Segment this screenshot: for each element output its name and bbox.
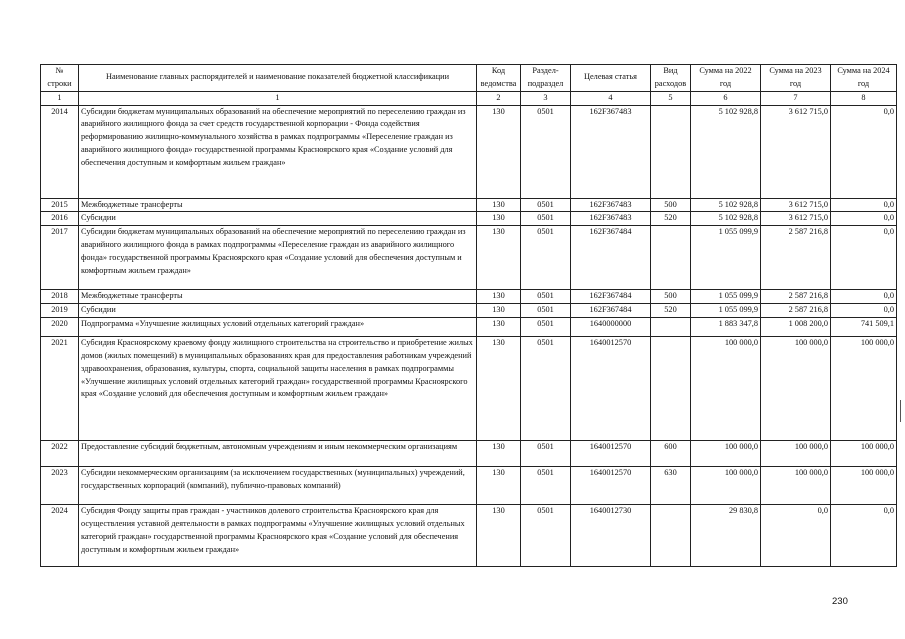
row-expense-type [651,318,691,337]
row-section: 0501 [521,290,571,304]
row-dept-code: 130 [477,505,521,567]
table-row [41,198,897,212]
row-section: 0501 [521,318,571,337]
row-sum-2024: 0,0 [831,226,897,290]
row-name: Субсидии некоммерческим организациям (за исключением государственных (муниципальных) учреждений, государственных корпораций (компаний), публично-правовых компаний) [79,467,477,505]
table-header-row [41,65,897,92]
row-sum-2022: 100 000,0 [691,467,761,505]
row-target-article: 162F367484 [571,226,651,290]
row-name: Субсидия Фонду защиты прав граждан - участников долевого строительства Красноярского края для осуществления уставной деятельности в рамках подпрограммы «Улучшение жилищных условий отдельных категорий граждан» государственной программы Красноярского края «Создание условий для обеспечения доступным и комфортным жильем граждан» [79,505,477,567]
table-row [41,212,897,226]
row-section: 0501 [521,441,571,467]
row-section: 0501 [521,467,571,505]
row-sum-2023: 0,0 [761,505,831,567]
row-number: 2020 [41,318,79,337]
column-index-row [41,91,897,105]
page-number: 230 [832,596,848,607]
row-sum-2022: 1 055 099,9 [691,290,761,304]
budget-table [40,64,897,567]
row-target-article: 1640012570 [571,467,651,505]
row-sum-2022: 1 055 099,9 [691,226,761,290]
row-sum-2022: 1 055 099,9 [691,304,761,318]
column-index: 5 [651,91,691,105]
row-name: Субсидии бюджетам муниципальных образований на обеспечение мероприятий по переселению граждан из аварийного жилищного фонда за счет средств государственной корпорации - Фонда содействия реформированию жилищно-коммунального хозяйства в рамках подпрограммы «Переселение граждан из аварийного жилищного фонда» государственной программы Красноярского края «Создание условий для обеспечения доступным и комфортным жильем граждан» [79,105,477,198]
row-sum-2022: 29 830,8 [691,505,761,567]
header-name: Наименование главных распорядителей и наименование показателей бюджетной классификации [79,65,477,92]
row-name: Предоставление субсидий бюджетным, автономным учреждениям и иным некоммерческим организациям [79,441,477,467]
row-target-article: 1640012730 [571,505,651,567]
row-expense-type [651,505,691,567]
row-number: 2021 [41,337,79,441]
header-expense-type: Вид расходов [651,65,691,92]
row-target-article: 1640012570 [571,441,651,467]
row-expense-type [651,337,691,441]
table-row [41,105,897,198]
row-dept-code: 130 [477,198,521,212]
header-sum-2023: Сумма на 2023 год [761,65,831,92]
row-sum-2023: 100 000,0 [761,467,831,505]
row-section: 0501 [521,505,571,567]
row-section: 0501 [521,198,571,212]
row-number: 2017 [41,226,79,290]
header-sum-2024: Сумма на 2024 год [831,65,897,92]
row-section: 0501 [521,212,571,226]
row-sum-2023: 3 612 715,0 [761,105,831,198]
row-sum-2022: 100 000,0 [691,441,761,467]
row-name: Субсидии [79,212,477,226]
column-index: 4 [571,91,651,105]
row-sum-2023: 1 008 200,0 [761,318,831,337]
row-dept-code: 130 [477,105,521,198]
row-sum-2023: 2 587 216,8 [761,304,831,318]
row-sum-2024: 100 000,0 [831,467,897,505]
row-number: 2019 [41,304,79,318]
row-sum-2024: 0,0 [831,304,897,318]
row-expense-type [651,226,691,290]
header-target-article: Целевая статья [571,65,651,92]
row-number: 2016 [41,212,79,226]
table-row [41,337,897,441]
row-sum-2022: 1 883 347,8 [691,318,761,337]
row-dept-code: 130 [477,337,521,441]
column-index: 7 [761,91,831,105]
row-target-article: 162F367484 [571,304,651,318]
column-index: 1 [41,91,79,105]
row-number: 2015 [41,198,79,212]
row-number: 2024 [41,505,79,567]
row-dept-code: 130 [477,304,521,318]
column-index: 2 [477,91,521,105]
column-index: 8 [831,91,897,105]
table-row [41,505,897,567]
row-sum-2022: 5 102 928,8 [691,198,761,212]
row-dept-code: 130 [477,290,521,304]
row-target-article: 1640000000 [571,318,651,337]
header-dept-code: Код ведомства [477,65,521,92]
row-number: 2018 [41,290,79,304]
row-section: 0501 [521,304,571,318]
row-sum-2023: 2 587 216,8 [761,290,831,304]
row-sum-2022: 5 102 928,8 [691,105,761,198]
row-expense-type: 500 [651,198,691,212]
row-target-article: 162F367484 [571,290,651,304]
row-expense-type [651,105,691,198]
row-expense-type: 520 [651,304,691,318]
row-number: 2022 [41,441,79,467]
row-section: 0501 [521,226,571,290]
column-index: 1 [79,91,477,105]
row-dept-code: 130 [477,212,521,226]
row-expense-type: 630 [651,467,691,505]
table-row [41,226,897,290]
table-row [41,441,897,467]
row-expense-type: 520 [651,212,691,226]
column-index: 3 [521,91,571,105]
header-row-number: № строки [41,65,79,92]
row-name: Субсидии бюджетам муниципальных образований на обеспечение мероприятий по переселению граждан из аварийного жилищного фонда в рамках подпрограммы «Переселение граждан из аварийного жилищного фонда» государственной программы Красноярского края «Создание условий для обеспечения доступным и комфортным жильем граждан» [79,226,477,290]
row-sum-2023: 3 612 715,0 [761,198,831,212]
row-target-article: 162F367483 [571,198,651,212]
row-sum-2024: 100 000,0 [831,441,897,467]
row-target-article: 1640012570 [571,337,651,441]
row-number: 2014 [41,105,79,198]
margin-mark [900,400,901,422]
row-sum-2024: 100 000,0 [831,337,897,441]
row-name: Межбюджетные трансферты [79,198,477,212]
row-sum-2024: 0,0 [831,198,897,212]
row-sum-2023: 100 000,0 [761,441,831,467]
row-sum-2024: 0,0 [831,212,897,226]
row-target-article: 162F367483 [571,105,651,198]
row-sum-2022: 5 102 928,8 [691,212,761,226]
row-expense-type: 600 [651,441,691,467]
row-name: Межбюджетные трансферты [79,290,477,304]
row-expense-type: 500 [651,290,691,304]
row-section: 0501 [521,337,571,441]
table-row [41,318,897,337]
row-name: Подпрограмма «Улучшение жилищных условий отдельных категорий граждан» [79,318,477,337]
row-dept-code: 130 [477,467,521,505]
row-section: 0501 [521,105,571,198]
row-name: Субсидии [79,304,477,318]
row-sum-2022: 100 000,0 [691,337,761,441]
row-sum-2023: 2 587 216,8 [761,226,831,290]
row-name: Субсидия Красноярскому краевому фонду жилищного строительства на строительство и приобретение жилых домов (жилых помещений) в муниципальных образованиях края для предоставления работникам учреждений здравоохранения, образования, культуры, спорта, социальной защиты населения в рамках подпрограммы «Улучшение жилищных условий отдельных категорий граждан» государственной программы Красноярского края «Создание условий для обеспечения доступным и комфортным жильем граждан» [79,337,477,441]
row-sum-2024: 741 509,1 [831,318,897,337]
row-sum-2024: 0,0 [831,105,897,198]
row-target-article: 162F367483 [571,212,651,226]
row-sum-2024: 0,0 [831,505,897,567]
row-dept-code: 130 [477,441,521,467]
row-dept-code: 130 [477,318,521,337]
table-row [41,304,897,318]
row-number: 2023 [41,467,79,505]
header-section: Раздел-подраздел [521,65,571,92]
row-sum-2023: 100 000,0 [761,337,831,441]
table-row [41,290,897,304]
row-sum-2024: 0,0 [831,290,897,304]
row-dept-code: 130 [477,226,521,290]
header-sum-2022: Сумма на 2022 год [691,65,761,92]
column-index: 6 [691,91,761,105]
row-sum-2023: 3 612 715,0 [761,212,831,226]
table-row [41,467,897,505]
